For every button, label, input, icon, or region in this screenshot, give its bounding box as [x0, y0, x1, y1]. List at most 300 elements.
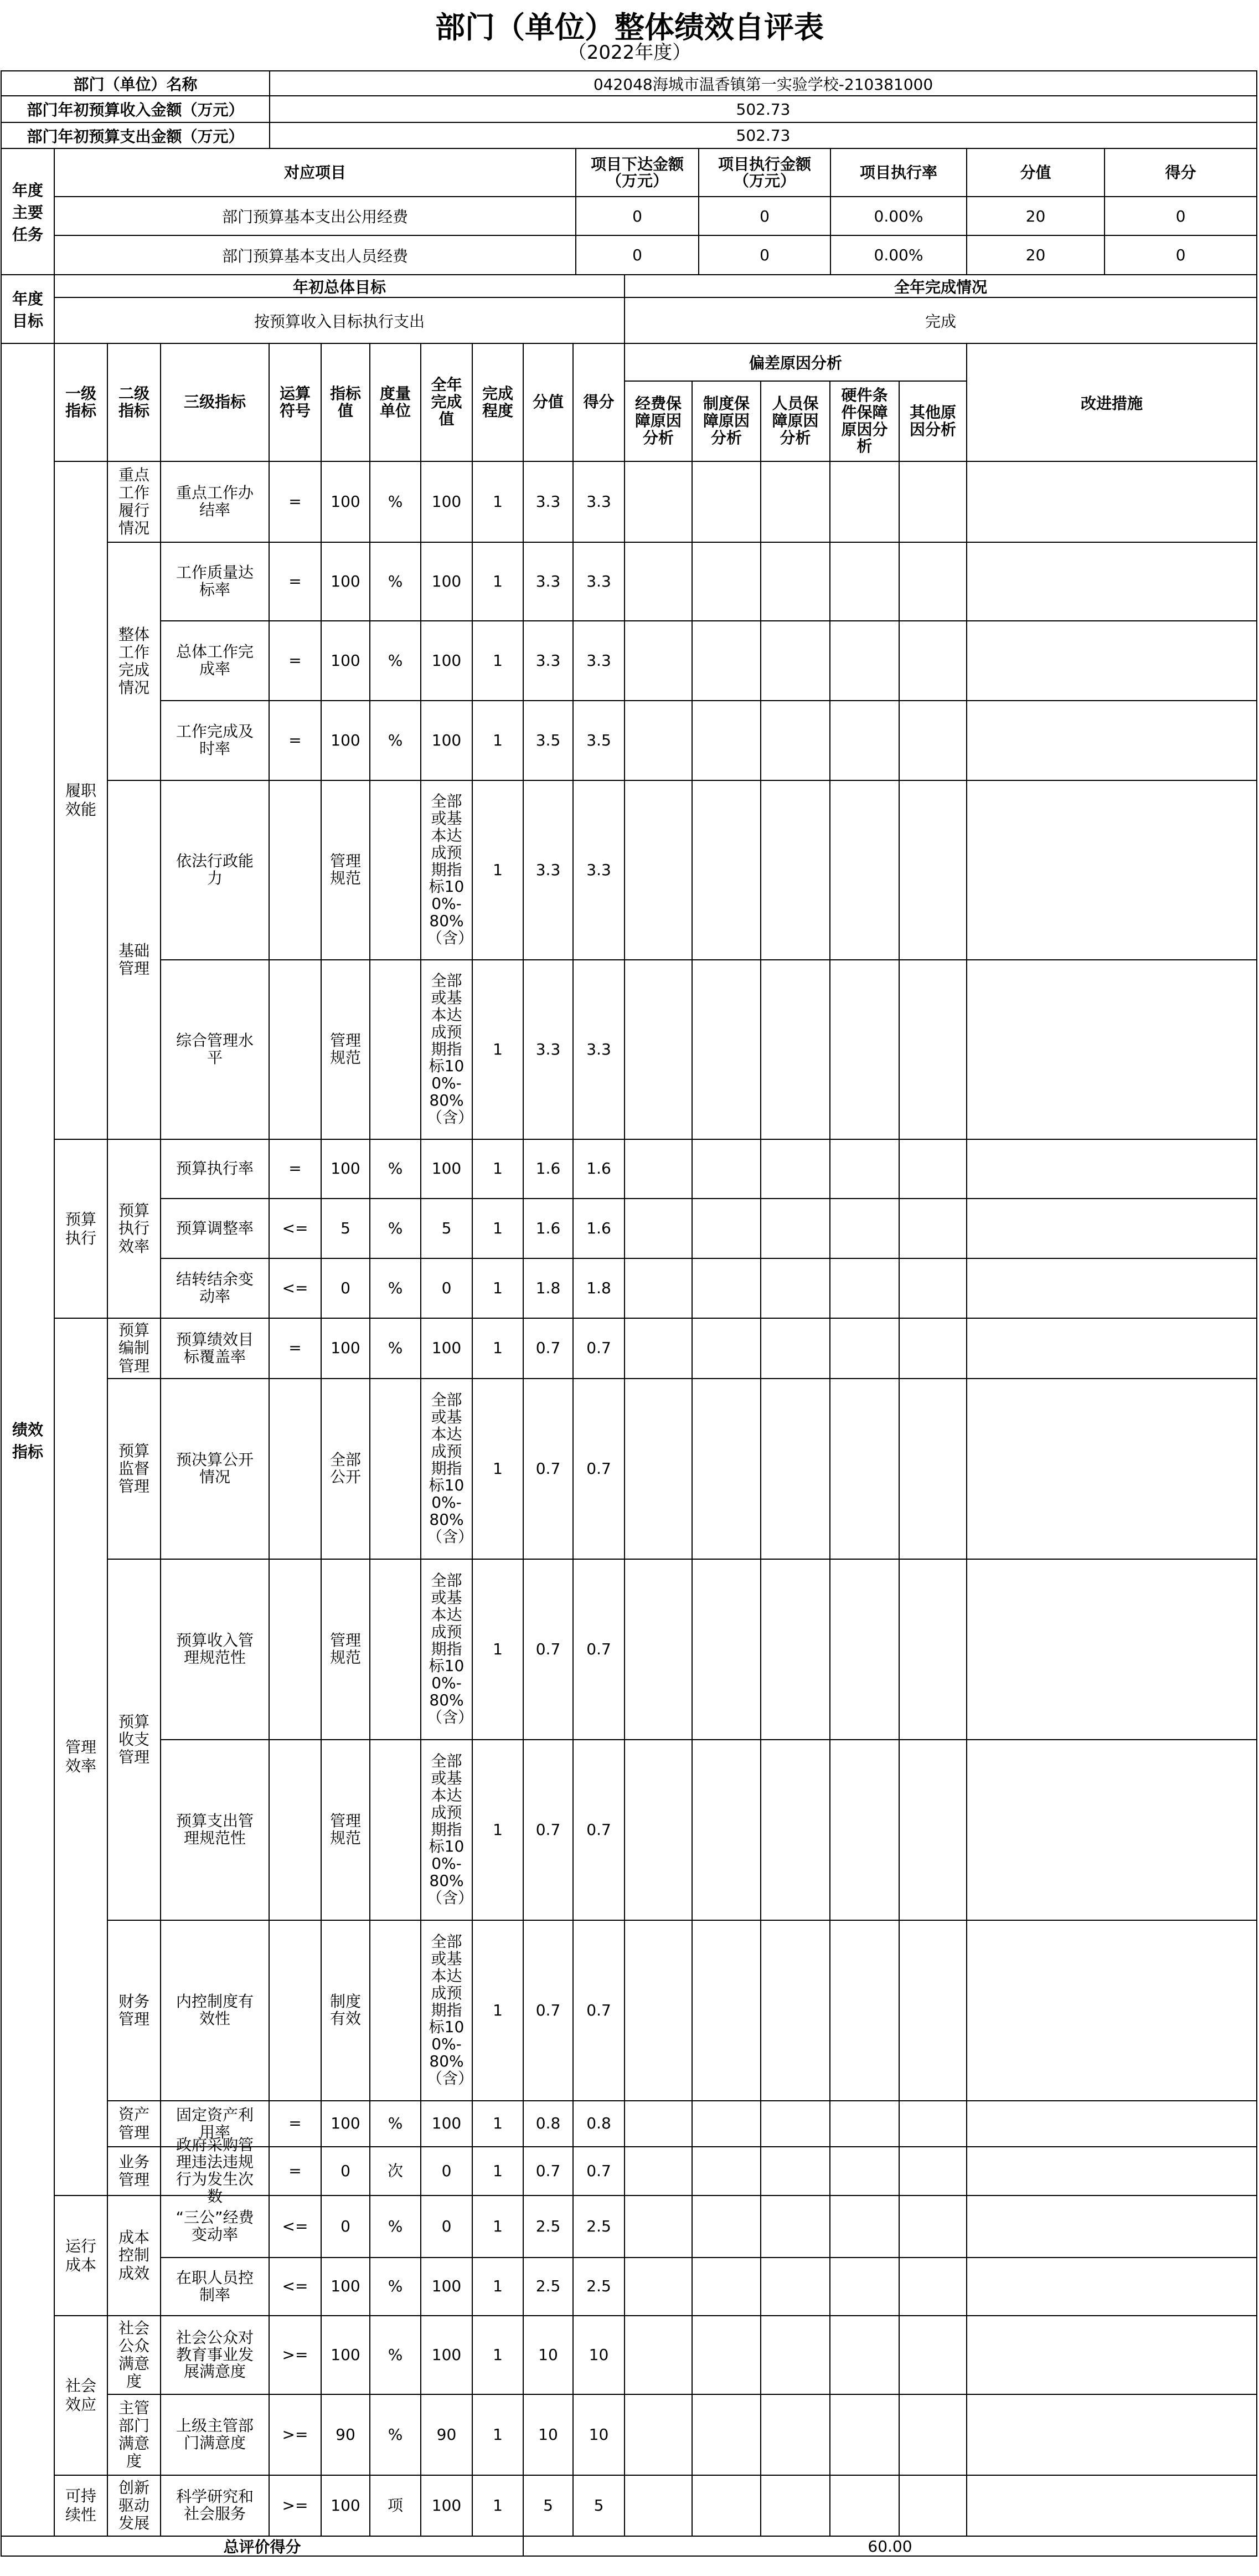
indicator-degree-text: 1 [493, 2345, 503, 2364]
deviation-cell [692, 1139, 761, 1199]
deviation-cell [829, 2475, 900, 2537]
indicator-unit-text: % [388, 2425, 403, 2444]
deviation-cell [692, 1258, 761, 1319]
tasks-row-score [966, 235, 1105, 275]
indicator-unit [369, 1258, 421, 1319]
indicator-target-text: 5 [340, 1218, 350, 1237]
indicator-degree [472, 1318, 524, 1379]
perf-header-degree-text: 完成程度 [482, 384, 513, 420]
improve-cell [966, 2100, 1257, 2147]
indicator-op-text: >= [282, 2496, 308, 2515]
expense-value-text: 502.73 [736, 126, 791, 145]
indicator-actual-text: 0 [441, 1278, 452, 1297]
level2-indicator [107, 2315, 161, 2395]
indicator-degree [472, 780, 524, 960]
indicator-actual [420, 2475, 473, 2537]
indicator-unit-text: % [388, 1218, 403, 1237]
indicator-actual-text: 全部或基本达成预期指标100%-80%（含） [427, 792, 474, 947]
tasks-row-issued [575, 196, 699, 236]
income-label-text: 部门年初预算收入金额（万元） [27, 101, 244, 119]
indicator-score-text: 3.3 [535, 860, 561, 879]
indicator-l3 [160, 2136, 270, 2205]
indicator-degree [472, 542, 524, 621]
deviation-cell [829, 1378, 900, 1560]
indicator-score [523, 542, 574, 621]
indicator-degree [472, 1739, 524, 1921]
indicator-target-text: 90 [336, 2425, 355, 2444]
deviation-cell [624, 780, 693, 960]
indicator-unit [369, 1920, 421, 2101]
indicator-got [572, 700, 625, 781]
indicator-got [572, 1559, 625, 1740]
indicator-degree [472, 1378, 524, 1560]
indicator-degree-text: 1 [493, 1218, 503, 1237]
indicator-degree-text: 1 [493, 1278, 503, 1297]
indicator-op-text: >= [282, 2345, 308, 2364]
tasks-header-rate-text: 项目执行率 [859, 163, 937, 182]
indicator-l3-text: 预算调整率 [176, 1218, 254, 1237]
indicator-op [269, 1739, 322, 1921]
indicator-got [572, 2257, 625, 2316]
indicator-got-text: 1.8 [586, 1278, 611, 1297]
tasks-header-score-text: 分值 [1020, 163, 1051, 182]
indicator-target [321, 2146, 370, 2196]
indicator-actual-text: 100 [431, 2345, 462, 2364]
indicator-actual [420, 1139, 473, 1199]
perf-section-label [1, 343, 55, 2537]
deviation-cell [899, 1139, 967, 1199]
perf-header-dev2-text: 制度保障原因分析 [703, 394, 750, 447]
deviation-cell [692, 2146, 761, 2196]
deviation-cell [692, 1920, 761, 2101]
indicator-l3 [160, 1198, 270, 1259]
indicator-unit [369, 2257, 421, 2316]
indicator-actual [420, 1258, 473, 1319]
indicator-op-text: = [288, 492, 302, 511]
perf-header-unit-text: 度量单位 [379, 384, 411, 420]
indicator-unit-text: 次 [387, 2161, 403, 2180]
tasks-row-rate-text: 0.00% [874, 207, 923, 225]
indicator-target-text: 管理规范 [329, 1631, 361, 1667]
indicator-actual [420, 461, 473, 543]
deviation-cell [760, 2315, 830, 2395]
income-label [1, 95, 270, 123]
income-value [269, 95, 1257, 123]
tasks-row-item-text: 部门预算基本支出人员经费 [221, 246, 408, 265]
indicator-got [572, 1920, 625, 2101]
indicator-target [321, 2475, 370, 2537]
level1-indicator-text: 管理效率 [65, 1738, 96, 1775]
deviation-cell [624, 2146, 693, 2196]
deviation-cell [899, 461, 967, 543]
perf-header-score-text: 分值 [532, 393, 564, 412]
indicator-unit [369, 780, 421, 960]
indicator-op [269, 2394, 322, 2476]
tasks-row-rate [830, 196, 967, 236]
deviation-cell [829, 542, 900, 621]
deviation-cell [624, 959, 693, 1140]
indicator-unit [369, 620, 421, 701]
perf-header-improve-text: 改进措施 [1080, 394, 1143, 413]
indicator-target-text: 100 [331, 651, 360, 670]
indicator-op [269, 1378, 322, 1560]
deviation-cell [899, 2257, 967, 2316]
level2-indicator [107, 2195, 161, 2316]
indicator-actual-text: 100 [431, 572, 462, 590]
indicator-target [321, 542, 370, 621]
indicator-actual-text: 全部或基本达成预期指标100%-80%（含） [427, 1571, 474, 1726]
indicator-degree [472, 2394, 524, 2476]
improve-cell [966, 620, 1257, 701]
indicator-got-text: 0.7 [586, 1820, 611, 1839]
indicator-l3 [160, 1378, 270, 1560]
perf-header-dev1 [624, 381, 693, 462]
indicator-l3 [160, 700, 270, 781]
improve-cell [966, 1318, 1257, 1379]
deviation-cell [624, 1378, 693, 1560]
perf-header-score [523, 343, 574, 462]
tasks-header-item [54, 148, 576, 197]
deviation-cell [899, 2315, 967, 2395]
perf-header-l2-text: 二级指标 [118, 384, 149, 420]
indicator-target [321, 700, 370, 781]
indicator-actual [420, 780, 473, 960]
indicator-unit [369, 1318, 421, 1379]
income-value-text: 502.73 [736, 100, 791, 119]
deviation-cell [829, 2195, 900, 2258]
indicator-unit-text: % [388, 1278, 403, 1297]
goal-section-label [1, 274, 55, 344]
indicator-op-text: = [288, 2114, 302, 2133]
indicator-op [269, 1198, 322, 1259]
indicator-l3-text: 总体工作完成率 [176, 642, 254, 678]
indicator-score [523, 461, 574, 543]
tasks-header-issued-text: 项目下达金额（万元） [590, 155, 684, 190]
indicator-op-text: = [288, 1339, 302, 1358]
deviation-cell [760, 1378, 830, 1560]
indicator-score [523, 700, 574, 781]
indicator-got [572, 620, 625, 701]
indicator-actual-text: 100 [431, 731, 462, 749]
indicator-score [523, 1198, 574, 1259]
indicator-target-text: 100 [331, 731, 360, 749]
indicator-score-text: 2.5 [535, 2277, 561, 2296]
indicator-op [269, 2195, 322, 2258]
perf-header-l3 [160, 343, 270, 462]
perf-header-got [572, 343, 625, 462]
indicator-op [269, 1559, 322, 1740]
deviation-cell [624, 1920, 693, 2101]
indicator-l3 [160, 620, 270, 701]
indicator-score-text: 3.5 [535, 731, 561, 749]
indicator-got-text: 1.6 [586, 1218, 611, 1237]
perf-header-degree [472, 343, 524, 462]
deviation-cell [899, 2146, 967, 2196]
deviation-cell [760, 2475, 830, 2537]
indicator-l3 [160, 461, 270, 543]
level2-indicator-text: 资产管理 [118, 2105, 149, 2142]
indicator-l3-text: 重点工作办结率 [176, 484, 254, 519]
indicator-actual-text: 100 [431, 492, 462, 511]
indicator-score [523, 1739, 574, 1921]
deviation-cell [624, 461, 693, 543]
deviation-cell [760, 1318, 830, 1379]
deviation-cell [899, 2195, 967, 2258]
indicator-target-text: 0 [340, 2161, 350, 2180]
indicator-score-text: 10 [538, 2425, 558, 2444]
tasks-row-got-text: 0 [1175, 207, 1186, 225]
page-year: （2022年度） [567, 41, 692, 64]
perf-header-l1 [54, 343, 108, 462]
indicator-score [523, 1920, 574, 2101]
indicator-got [572, 1318, 625, 1379]
indicator-target [321, 2394, 370, 2476]
indicator-got-text: 0.7 [586, 2161, 611, 2180]
goal-completion-header [624, 274, 1257, 298]
indicator-score-text: 0.7 [535, 2001, 561, 2019]
expense-label [1, 122, 270, 149]
indicator-op-text: = [288, 2161, 302, 2180]
indicator-l3-text: 依法行政能力 [176, 852, 254, 887]
deviation-cell [829, 1739, 900, 1921]
indicator-l3 [160, 1318, 270, 1379]
indicator-unit [369, 2315, 421, 2395]
tasks-header-rate [830, 148, 967, 197]
deviation-cell [760, 1139, 830, 1199]
indicator-unit [369, 700, 421, 781]
indicator-actual [420, 1198, 473, 1259]
deviation-cell [624, 1318, 693, 1379]
perf-header-l1-text: 一级指标 [65, 384, 96, 420]
indicator-score-text: 1.6 [535, 1159, 561, 1178]
indicator-got-text: 5 [594, 2496, 604, 2515]
deviation-cell [692, 780, 761, 960]
indicator-got [572, 2475, 625, 2537]
indicator-target [321, 2195, 370, 2258]
indicator-unit [369, 959, 421, 1140]
level2-indicator [107, 542, 161, 781]
indicator-target-text: 100 [331, 572, 360, 590]
goal-initial-header-text: 年初总体目标 [292, 277, 386, 296]
indicator-unit [369, 1559, 421, 1740]
tasks-row-score-text: 20 [1025, 246, 1046, 264]
improve-cell [966, 1559, 1257, 1740]
level2-indicator [107, 1559, 161, 1921]
indicator-degree-text: 1 [493, 572, 503, 590]
indicator-target-text: 100 [331, 2345, 360, 2364]
indicator-target-text: 100 [331, 2114, 360, 2133]
indicator-actual [420, 2100, 473, 2147]
indicator-l3 [160, 2394, 270, 2476]
indicator-got [572, 542, 625, 621]
improve-cell [966, 2195, 1257, 2258]
indicator-l3-text: 预算收入管理规范性 [176, 1631, 254, 1667]
level2-indicator [107, 1378, 161, 1560]
indicator-actual [420, 959, 473, 1140]
page-title: 部门（单位）整体绩效自评表 [435, 9, 824, 45]
deviation-cell [624, 2315, 693, 2395]
indicator-unit-text: % [388, 2345, 403, 2364]
indicator-got-text: 0.8 [586, 2114, 611, 2133]
indicator-unit [369, 1378, 421, 1560]
indicator-score [523, 620, 574, 701]
goal-section-label-text: 年度目标 [12, 290, 43, 330]
indicator-unit-text: % [388, 1339, 403, 1358]
indicator-actual [420, 1378, 473, 1560]
improve-cell [966, 700, 1257, 781]
deviation-cell [829, 2257, 900, 2316]
indicator-score-text: 1.6 [535, 1218, 561, 1237]
indicator-score-text: 3.3 [535, 651, 561, 670]
indicator-l3-text: 预算执行率 [176, 1159, 254, 1178]
deviation-cell [692, 1559, 761, 1740]
deviation-cell [829, 2146, 900, 2196]
indicator-actual-text: 100 [431, 1159, 462, 1178]
level2-indicator-text: 重点工作履行情况 [118, 465, 149, 538]
indicator-l3-text: 固定资产利用率 [176, 2105, 254, 2141]
improve-cell [966, 1739, 1257, 1921]
indicator-op-text: <= [282, 1218, 308, 1237]
indicator-target [321, 2257, 370, 2316]
indicator-degree [472, 959, 524, 1140]
indicator-score [523, 1318, 574, 1379]
indicator-got-text: 3.3 [586, 651, 611, 670]
deviation-cell [624, 1559, 693, 1740]
indicator-l3 [160, 1739, 270, 1921]
level2-indicator [107, 2394, 161, 2476]
indicator-unit-text: % [388, 2217, 403, 2235]
deviation-cell [829, 780, 900, 960]
deviation-cell [760, 542, 830, 621]
deviation-cell [829, 620, 900, 701]
perf-header-dev4-text: 硬件条件保障原因分析 [841, 385, 888, 456]
total-score-value-text: 60.00 [868, 2537, 912, 2556]
indicator-score [523, 1139, 574, 1199]
indicator-got-text: 0.7 [586, 1339, 611, 1358]
dept-name-label [1, 70, 270, 96]
deviation-cell [624, 2195, 693, 2258]
indicator-op-text: <= [282, 2277, 308, 2296]
indicator-actual-text: 90 [436, 2425, 457, 2444]
level2-indicator-text: 创新驱动发展 [118, 2478, 149, 2533]
indicator-degree [472, 1559, 524, 1740]
tasks-row-executed-text: 0 [760, 246, 770, 264]
indicator-degree-text: 1 [493, 1459, 503, 1478]
indicator-actual-text: 全部或基本达成预期指标100%-80%（含） [427, 1932, 474, 2087]
indicator-actual [420, 1920, 473, 2101]
indicator-op-text: = [288, 651, 302, 670]
indicator-op-text: = [288, 1159, 302, 1178]
indicator-actual-text: 0 [441, 2217, 452, 2235]
perf-header-dev2 [692, 381, 761, 462]
level2-indicator-text: 主管部门满意度 [118, 2398, 149, 2471]
indicator-got [572, 1378, 625, 1560]
deviation-cell [624, 1139, 693, 1199]
indicator-degree [472, 2195, 524, 2258]
indicator-got [572, 780, 625, 960]
level2-indicator-text: 成本控制成效 [118, 2228, 149, 2282]
deviation-cell [692, 2475, 761, 2537]
perf-header-improve [966, 343, 1257, 462]
deviation-cell [692, 2100, 761, 2147]
indicator-got [572, 2195, 625, 2258]
goal-initial-value [54, 297, 625, 344]
deviation-cell [692, 620, 761, 701]
deviation-cell [692, 2257, 761, 2316]
expense-label-text: 部门年初预算支出金额（万元） [27, 127, 244, 146]
total-score-label [1, 2536, 524, 2557]
indicator-got-text: 2.5 [586, 2277, 611, 2296]
indicator-target [321, 2100, 370, 2147]
level2-indicator [107, 1920, 161, 2101]
indicator-degree [472, 2315, 524, 2395]
deviation-cell [692, 700, 761, 781]
indicator-l3 [160, 1920, 270, 2101]
tasks-row-issued [575, 235, 699, 275]
deviation-cell [624, 620, 693, 701]
indicator-actual [420, 542, 473, 621]
level2-indicator-text: 社会公众满意度 [118, 2318, 149, 2391]
level2-indicator-text: 业务管理 [118, 2152, 149, 2189]
deviation-cell [624, 1198, 693, 1259]
indicator-unit [369, 2195, 421, 2258]
indicator-op [269, 2100, 322, 2147]
deviation-cell [624, 1258, 693, 1319]
indicator-actual-text: 100 [431, 651, 462, 670]
indicator-score [523, 1378, 574, 1560]
deviation-cell [899, 700, 967, 781]
indicator-score [523, 1559, 574, 1740]
indicator-score [523, 780, 574, 960]
indicator-l3-text: 政府采购管理违法违规行为发生次数 [176, 2136, 254, 2205]
indicator-degree [472, 2257, 524, 2316]
indicator-actual [420, 1739, 473, 1921]
indicator-degree-text: 1 [493, 1159, 503, 1178]
deviation-cell [899, 1378, 967, 1560]
indicator-degree-text: 1 [493, 2496, 503, 2515]
deviation-cell [829, 1920, 900, 2101]
indicator-target [321, 959, 370, 1140]
goal-initial-header [54, 274, 625, 298]
level1-indicator-text: 可持续性 [65, 2487, 96, 2524]
indicator-score-text: 0.7 [535, 1639, 561, 1658]
deviation-cell [624, 700, 693, 781]
tasks-header-executed [698, 148, 831, 197]
indicator-got [572, 461, 625, 543]
indicator-unit-text: % [388, 2114, 403, 2133]
improve-cell [966, 1920, 1257, 2101]
dept-name-label-text: 部门（单位）名称 [73, 75, 198, 94]
indicator-target [321, 1559, 370, 1740]
deviation-cell [624, 542, 693, 621]
indicator-target-text: 100 [331, 2496, 360, 2515]
deviation-cell [829, 2394, 900, 2476]
perf-section-label-text: 绩效指标 [12, 1420, 43, 1461]
indicator-actual [420, 620, 473, 701]
indicator-l3 [160, 1258, 270, 1319]
indicator-degree-text: 1 [493, 1820, 503, 1839]
deviation-cell [692, 461, 761, 543]
perf-header-dev3 [760, 381, 830, 462]
goal-initial-value-text: 按预算收入目标执行支出 [254, 312, 425, 331]
indicator-l3-text: 科学研究和社会服务 [176, 2487, 254, 2523]
indicator-actual-text: 全部或基本达成预期指标100%-80%（含） [427, 1752, 474, 1907]
indicator-op-text: <= [282, 2217, 308, 2235]
level2-indicator [107, 780, 161, 1140]
indicator-got [572, 1198, 625, 1259]
indicator-got [572, 959, 625, 1140]
indicator-degree-text: 1 [493, 860, 503, 879]
